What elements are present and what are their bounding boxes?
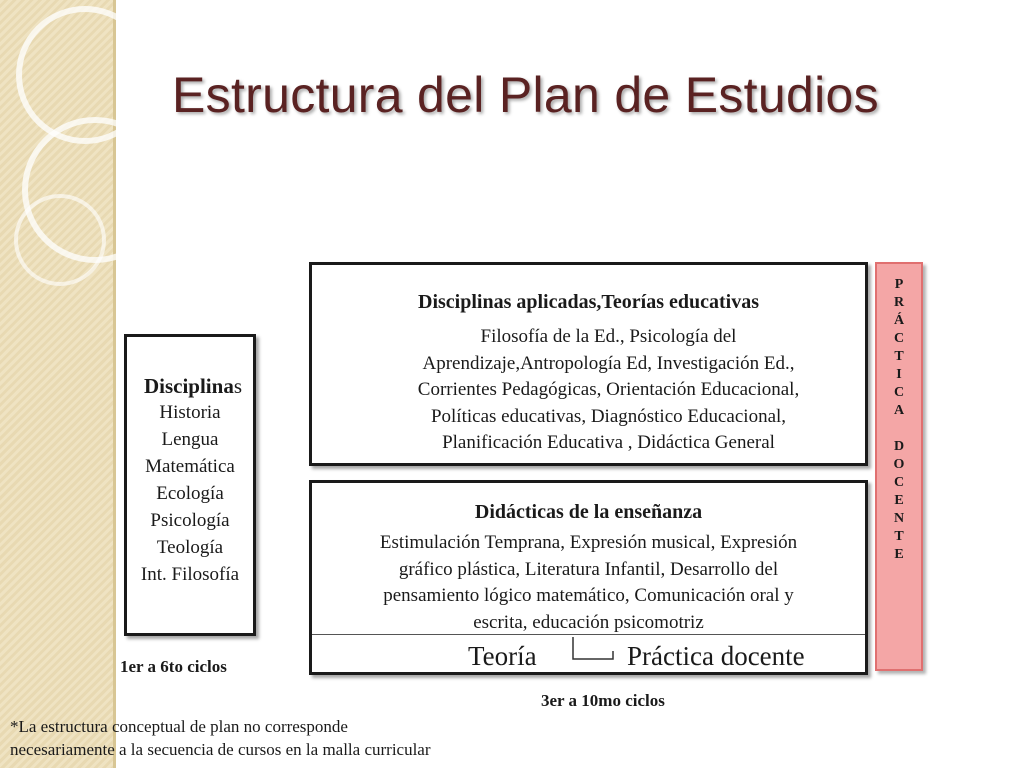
didacticas-box	[309, 480, 868, 675]
vertical-letter: R	[893, 295, 905, 310]
aplicadas-line: Aprendizaje,Antropología Ed, Investigación Ed.,	[422, 352, 795, 374]
ciclos-right-caption: 3er a 10mo ciclos	[541, 691, 665, 710]
ciclos-left-caption: 1er a 6to ciclos	[120, 657, 227, 676]
teoria-practica-row	[312, 635, 865, 673]
vertical-letter: C	[893, 385, 905, 400]
footnote	[10, 715, 431, 761]
disciplinas-heading-bold: Disciplina	[143, 374, 234, 398]
disciplina-item: Historia	[159, 402, 221, 423]
aplicadas-line: Corrientes Pedagógicas, Orientación Educacional,	[417, 379, 800, 400]
aplicadas-line: Políticas educativas, Diagnóstico Educacional,	[430, 405, 787, 427]
aplicadas-line: Filosofía de la Ed., Psicología del	[480, 326, 737, 347]
vertical-letter-gap	[877, 420, 921, 438]
page-title: Estructura del Plan de Estudios	[172, 67, 879, 123]
footnote-line: necesariamente a la secuencia de cursos en la malla curricular	[10, 740, 431, 759]
vertical-letter: O	[893, 457, 905, 472]
vertical-letter: T	[894, 349, 904, 364]
aplicadas-box	[309, 262, 868, 466]
teoria-label: Teoría	[468, 641, 537, 671]
vertical-letter: T	[894, 529, 904, 544]
disciplina-item: Ecología	[156, 483, 224, 504]
vertical-letter: A	[893, 403, 905, 418]
vertical-letter: I	[896, 367, 902, 382]
didacticas-line: pensamiento lógico matemático, Comunicación oral y	[383, 585, 794, 606]
disciplinas-heading	[133, 374, 253, 399]
vertical-letter: P	[894, 277, 904, 292]
didacticas-line: Estimulación Temprana, Expresión musical, Expresión	[379, 532, 798, 553]
practica-docente-label: Práctica docente	[627, 641, 805, 671]
footnote-line: *La estructura conceptual de plan no corresponde	[10, 717, 348, 736]
didacticas-body	[329, 530, 849, 636]
aplicadas-heading: Disciplinas aplicadas,Teorías educativas	[418, 291, 759, 313]
decorative-circles-icon	[0, 0, 140, 330]
bracket-connector-icon	[569, 637, 629, 667]
vertical-letter: C	[893, 331, 905, 346]
didacticas-line: escrita, educación psicomotriz	[473, 611, 704, 633]
vertical-letter: N	[893, 511, 905, 526]
vertical-letter: C	[893, 475, 905, 490]
didacticas-heading: Didácticas de la enseñanza	[474, 501, 703, 523]
aplicadas-line: Planificación Educativa , Didáctica General	[442, 432, 775, 453]
disciplina-item: Matemática	[145, 456, 235, 477]
didacticas-line: gráfico plástica, Literatura Infantil, Desarrollo del	[398, 558, 779, 580]
vertical-letter: E	[894, 493, 904, 508]
disciplinas-heading-tail: s	[233, 374, 243, 398]
aplicadas-body	[329, 324, 849, 457]
disciplina-item: Psicología	[150, 510, 230, 531]
vertical-letter: E	[894, 547, 904, 562]
disciplina-item: Int. Filosofía	[140, 564, 240, 585]
vertical-letter: D	[893, 439, 905, 454]
practica-docente-vertical-panel	[875, 262, 923, 671]
disciplina-item: Lengua	[161, 429, 219, 450]
disciplina-item: Teología	[156, 537, 224, 558]
disciplinas-box	[124, 334, 256, 636]
vertical-letter: Á	[893, 313, 905, 328]
